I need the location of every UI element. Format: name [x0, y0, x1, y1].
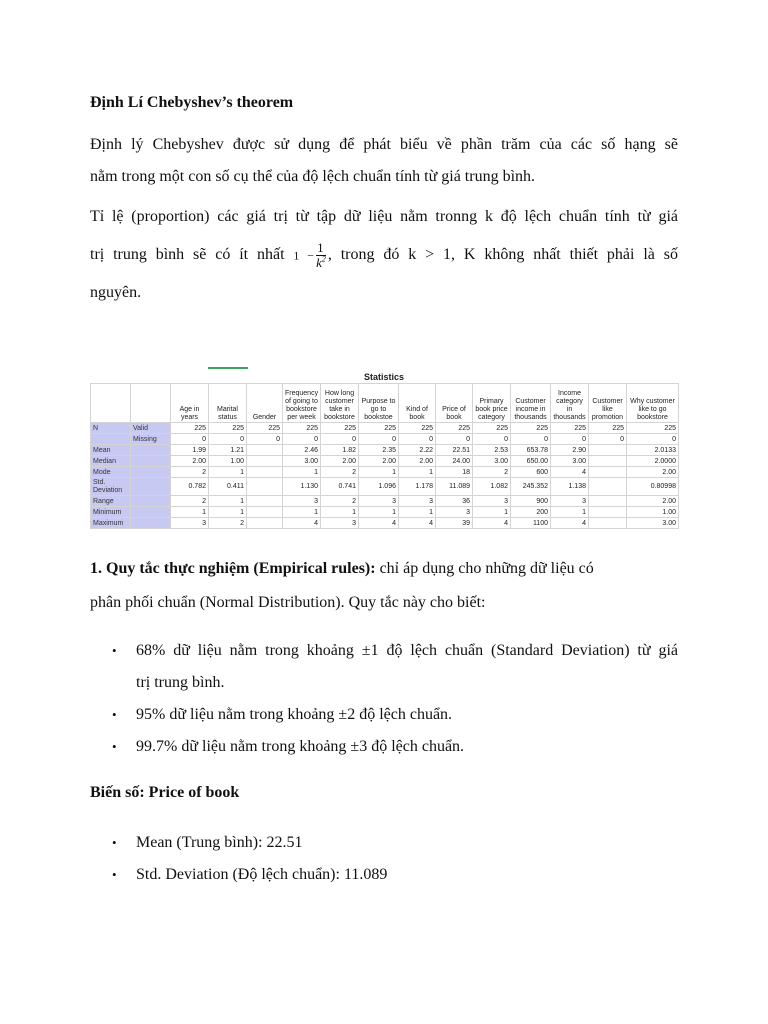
table-cell: 2.00	[171, 456, 209, 467]
table-cell: 1	[359, 507, 399, 518]
table-cell: 2.00	[627, 496, 679, 507]
table-cell: 3.00	[551, 456, 589, 467]
table-cell: 0.411	[209, 478, 247, 496]
row-label	[91, 434, 131, 445]
column-header: Why customer like to go bookstore	[627, 384, 679, 423]
table-cell: 0.80998	[627, 478, 679, 496]
table-cell: 4	[283, 518, 321, 529]
table-cell: 1.99	[171, 445, 209, 456]
column-header	[131, 384, 171, 423]
fraction-numerator: 1	[316, 241, 326, 256]
table-cell: 1	[209, 496, 247, 507]
row-label: N	[91, 423, 131, 434]
statistics-body	[91, 423, 679, 529]
table-cell: 225	[283, 423, 321, 434]
rule-1-line-2: trị trung bình.	[136, 674, 225, 691]
table-cell: 2.00	[399, 456, 436, 467]
intro-line-2: nằm trong một con số cụ thể của độ lệch chuẩn tính từ giá trung bình.	[90, 168, 536, 185]
table-cell: 0	[283, 434, 321, 445]
table-cell: 1.082	[473, 478, 511, 496]
proportion-line-2	[90, 233, 678, 277]
column-header: Purpose to go to bookstoe	[359, 384, 399, 423]
table-cell: 36	[436, 496, 473, 507]
table-cell: 0	[171, 434, 209, 445]
variable-stats-list	[112, 827, 678, 891]
column-header: Kind of book	[399, 384, 436, 423]
table-cell: 4	[399, 518, 436, 529]
table-row	[91, 507, 679, 518]
rule-item	[112, 699, 678, 731]
variable-stat-item: • Mean (Trung bình): 22.51	[112, 827, 678, 859]
row-label: Range	[91, 496, 131, 507]
table-cell: 0.741	[321, 478, 359, 496]
statistics-table-image	[90, 367, 678, 539]
table-cell: 245.352	[511, 478, 551, 496]
row-sublabel	[131, 518, 171, 529]
column-header	[91, 384, 131, 423]
table-cell: 0	[473, 434, 511, 445]
column-header: Age in years	[171, 384, 209, 423]
table-cell: 2.35	[359, 445, 399, 456]
table-cell: 225	[247, 423, 283, 434]
table-cell: 1	[171, 507, 209, 518]
table-cell: 1	[283, 507, 321, 518]
row-sublabel	[131, 456, 171, 467]
table-cell: 1	[321, 507, 359, 518]
table-cell: 0	[589, 434, 627, 445]
table-cell: 2.00	[321, 456, 359, 467]
chebyshev-fraction	[316, 241, 326, 270]
column-header: Gender	[247, 384, 283, 423]
statistics-header-row	[91, 384, 679, 423]
table-cell: 1.82	[321, 445, 359, 456]
table-row	[91, 478, 679, 496]
row-sublabel: Missing	[131, 434, 171, 445]
table-cell: 225	[171, 423, 209, 434]
table-cell: 1.096	[359, 478, 399, 496]
row-label: Mode	[91, 467, 131, 478]
table-cell: 2.22	[399, 445, 436, 456]
table-cell: 0	[551, 434, 589, 445]
document-title: Định Lí Chebyshev’s theorem	[90, 94, 294, 111]
row-label: Std. Deviation	[91, 478, 131, 496]
table-cell: 1.00	[627, 507, 679, 518]
table-cell: 3.00	[627, 518, 679, 529]
fraction-denominator	[316, 256, 326, 270]
table-cell: 900	[511, 496, 551, 507]
column-header: Customer income in thousands	[511, 384, 551, 423]
table-cell	[589, 445, 627, 456]
table-cell: 1	[399, 467, 436, 478]
column-header: How long customer take in bookstore	[321, 384, 359, 423]
table-cell: 0	[321, 434, 359, 445]
table-cell	[589, 518, 627, 529]
table-cell: 2	[171, 496, 209, 507]
proportion-line-3: nguyên.	[90, 284, 142, 302]
table-cell: 1	[473, 507, 511, 518]
row-label: Minimum	[91, 507, 131, 518]
table-cell: 2.00	[359, 456, 399, 467]
table-cell: 3.00	[283, 456, 321, 467]
table-cell: 225	[551, 423, 589, 434]
table-cell	[589, 507, 627, 518]
formula-lead: 1 −	[293, 248, 315, 263]
table-cell: 1100	[511, 518, 551, 529]
table-row	[91, 423, 679, 434]
table-cell	[247, 518, 283, 529]
table-cell: 0	[627, 434, 679, 445]
table-cell: 1	[209, 507, 247, 518]
table-cell: 3	[473, 496, 511, 507]
table-cell: 18	[436, 467, 473, 478]
table-cell: 3	[436, 507, 473, 518]
table-cell: 600	[511, 467, 551, 478]
column-header: Customer like promotion	[589, 384, 627, 423]
table-cell	[247, 507, 283, 518]
table-cell: 0	[511, 434, 551, 445]
statistics-table	[90, 383, 679, 529]
table-cell: 225	[627, 423, 679, 434]
variable-heading: Biến số: Price of book	[90, 784, 240, 801]
table-cell: 0	[247, 434, 283, 445]
row-sublabel	[131, 496, 171, 507]
table-cell: 3	[359, 496, 399, 507]
table-cell	[247, 456, 283, 467]
table-row	[91, 456, 679, 467]
table-cell: 39	[436, 518, 473, 529]
table-cell: 200	[511, 507, 551, 518]
row-sublabel	[131, 445, 171, 456]
row-sublabel: Valid	[131, 423, 171, 434]
table-cell: 24.00	[436, 456, 473, 467]
table-cell	[247, 496, 283, 507]
column-header: Price of book	[436, 384, 473, 423]
table-cell: 11.089	[436, 478, 473, 496]
table-cell: 3	[399, 496, 436, 507]
intro-line-1: Định lý Chebyshev được sử dụng để phát biểu về phần trăm của các số hạng sẽ	[90, 136, 678, 153]
table-cell: 3	[321, 518, 359, 529]
table-row	[91, 445, 679, 456]
table-row	[91, 467, 679, 478]
table-cell: 4	[551, 467, 589, 478]
table-cell: 2.0133	[627, 445, 679, 456]
table-cell: 2.90	[551, 445, 589, 456]
empirical-paragraph	[90, 587, 678, 619]
table-cell	[589, 478, 627, 496]
table-cell: 225	[321, 423, 359, 434]
empirical-heading: 1. Quy tắc thực nghiệm (Empirical rules):	[90, 560, 376, 577]
proportion-paragraph	[90, 201, 678, 309]
table-cell: 2.53	[473, 445, 511, 456]
table-cell: 225	[473, 423, 511, 434]
empirical-line-2: phân phối chuẩn (Normal Distribution). Quy tắc này cho biết:	[90, 594, 486, 611]
intro-paragraph	[90, 129, 678, 193]
table-cell	[589, 456, 627, 467]
row-label: Mean	[91, 445, 131, 456]
statistics-header	[91, 384, 679, 423]
table-cell: 3	[551, 496, 589, 507]
green-accent-bar	[208, 367, 248, 369]
table-cell: 650.00	[511, 456, 551, 467]
row-sublabel	[131, 467, 171, 478]
table-cell: 2.00	[627, 467, 679, 478]
table-cell: 2.0000	[627, 456, 679, 467]
table-cell: 3.00	[473, 456, 511, 467]
column-header: Income category in thousands	[551, 384, 589, 423]
row-label: Median	[91, 456, 131, 467]
table-cell: 4	[551, 518, 589, 529]
table-row	[91, 434, 679, 445]
proportion-line-1: Tỉ lệ (proportion) các giá trị từ tập dữ liệu nằm tronng k độ lệch chuẩn tính từ giá	[90, 208, 678, 225]
empirical-line-1-rest: chỉ áp dụng cho những dữ liệu có	[375, 560, 594, 577]
table-row	[91, 496, 679, 507]
statistics-title: Statistics	[363, 372, 405, 382]
variable-stat-item: • Std. Deviation (Độ lệch chuẩn): 11.089	[112, 859, 678, 891]
table-cell: 1.130	[283, 478, 321, 496]
table-cell	[589, 496, 627, 507]
table-cell: 1.21	[209, 445, 247, 456]
table-cell: 225	[436, 423, 473, 434]
table-cell: 22.51	[436, 445, 473, 456]
table-cell: 1	[399, 507, 436, 518]
table-cell: 1	[551, 507, 589, 518]
table-cell	[247, 467, 283, 478]
table-cell: 225	[209, 423, 247, 434]
table-cell: 0	[359, 434, 399, 445]
table-cell: 2.46	[283, 445, 321, 456]
table-cell	[247, 478, 283, 496]
table-cell: 1.00	[209, 456, 247, 467]
table-cell: 1.138	[551, 478, 589, 496]
rule-item	[112, 635, 678, 699]
table-cell: 4	[473, 518, 511, 529]
table-cell	[589, 467, 627, 478]
column-header: Frequency of going to bookstore per week	[283, 384, 321, 423]
empirical-line-1	[90, 560, 678, 578]
proportion-line-2-end: , trong đó k > 1, K không nhất thiết phải là số	[327, 246, 678, 263]
table-cell: 2	[473, 467, 511, 478]
table-cell: 1	[359, 467, 399, 478]
table-cell: 225	[589, 423, 627, 434]
table-cell: 225	[511, 423, 551, 434]
rule-1-line-1: • 68% dữ liệu nằm trong khoảng ±1 độ lệch chuẩn (Standard Deviation) từ giá	[136, 642, 678, 659]
table-cell: 1	[283, 467, 321, 478]
table-cell: 1.178	[399, 478, 436, 496]
table-cell: 1	[209, 467, 247, 478]
rule-2-text: 95% dữ liệu nằm trong khoảng ±2 độ lệch chuẩn.	[136, 706, 453, 723]
table-cell: 2	[321, 496, 359, 507]
table-cell: 2	[209, 518, 247, 529]
table-cell: 225	[359, 423, 399, 434]
table-cell: 0	[399, 434, 436, 445]
row-sublabel	[131, 478, 171, 496]
table-cell: 0.782	[171, 478, 209, 496]
row-sublabel	[131, 507, 171, 518]
row-label: Maximum	[91, 518, 131, 529]
table-cell: 3	[171, 518, 209, 529]
table-cell: 3	[283, 496, 321, 507]
table-cell: 225	[399, 423, 436, 434]
table-cell: 0	[436, 434, 473, 445]
rule-item	[112, 731, 678, 763]
table-cell: 2	[321, 467, 359, 478]
column-header: Marital status	[209, 384, 247, 423]
table-cell: 0	[209, 434, 247, 445]
fraction-k: k	[316, 254, 322, 270]
table-cell	[247, 445, 283, 456]
table-cell: 4	[359, 518, 399, 529]
fraction-exponent: 2	[321, 254, 326, 264]
column-header: Primary book price category	[473, 384, 511, 423]
table-row	[91, 518, 679, 529]
table-cell: 653.78	[511, 445, 551, 456]
empirical-rule-list	[112, 635, 678, 763]
proportion-line-2-start: trị trung bình sẽ có ít nhất	[90, 246, 285, 263]
rule-3-text: 99.7% dữ liệu nằm trong khoảng ±3 độ lệch chuẩn.	[136, 738, 465, 755]
table-cell: 2	[171, 467, 209, 478]
